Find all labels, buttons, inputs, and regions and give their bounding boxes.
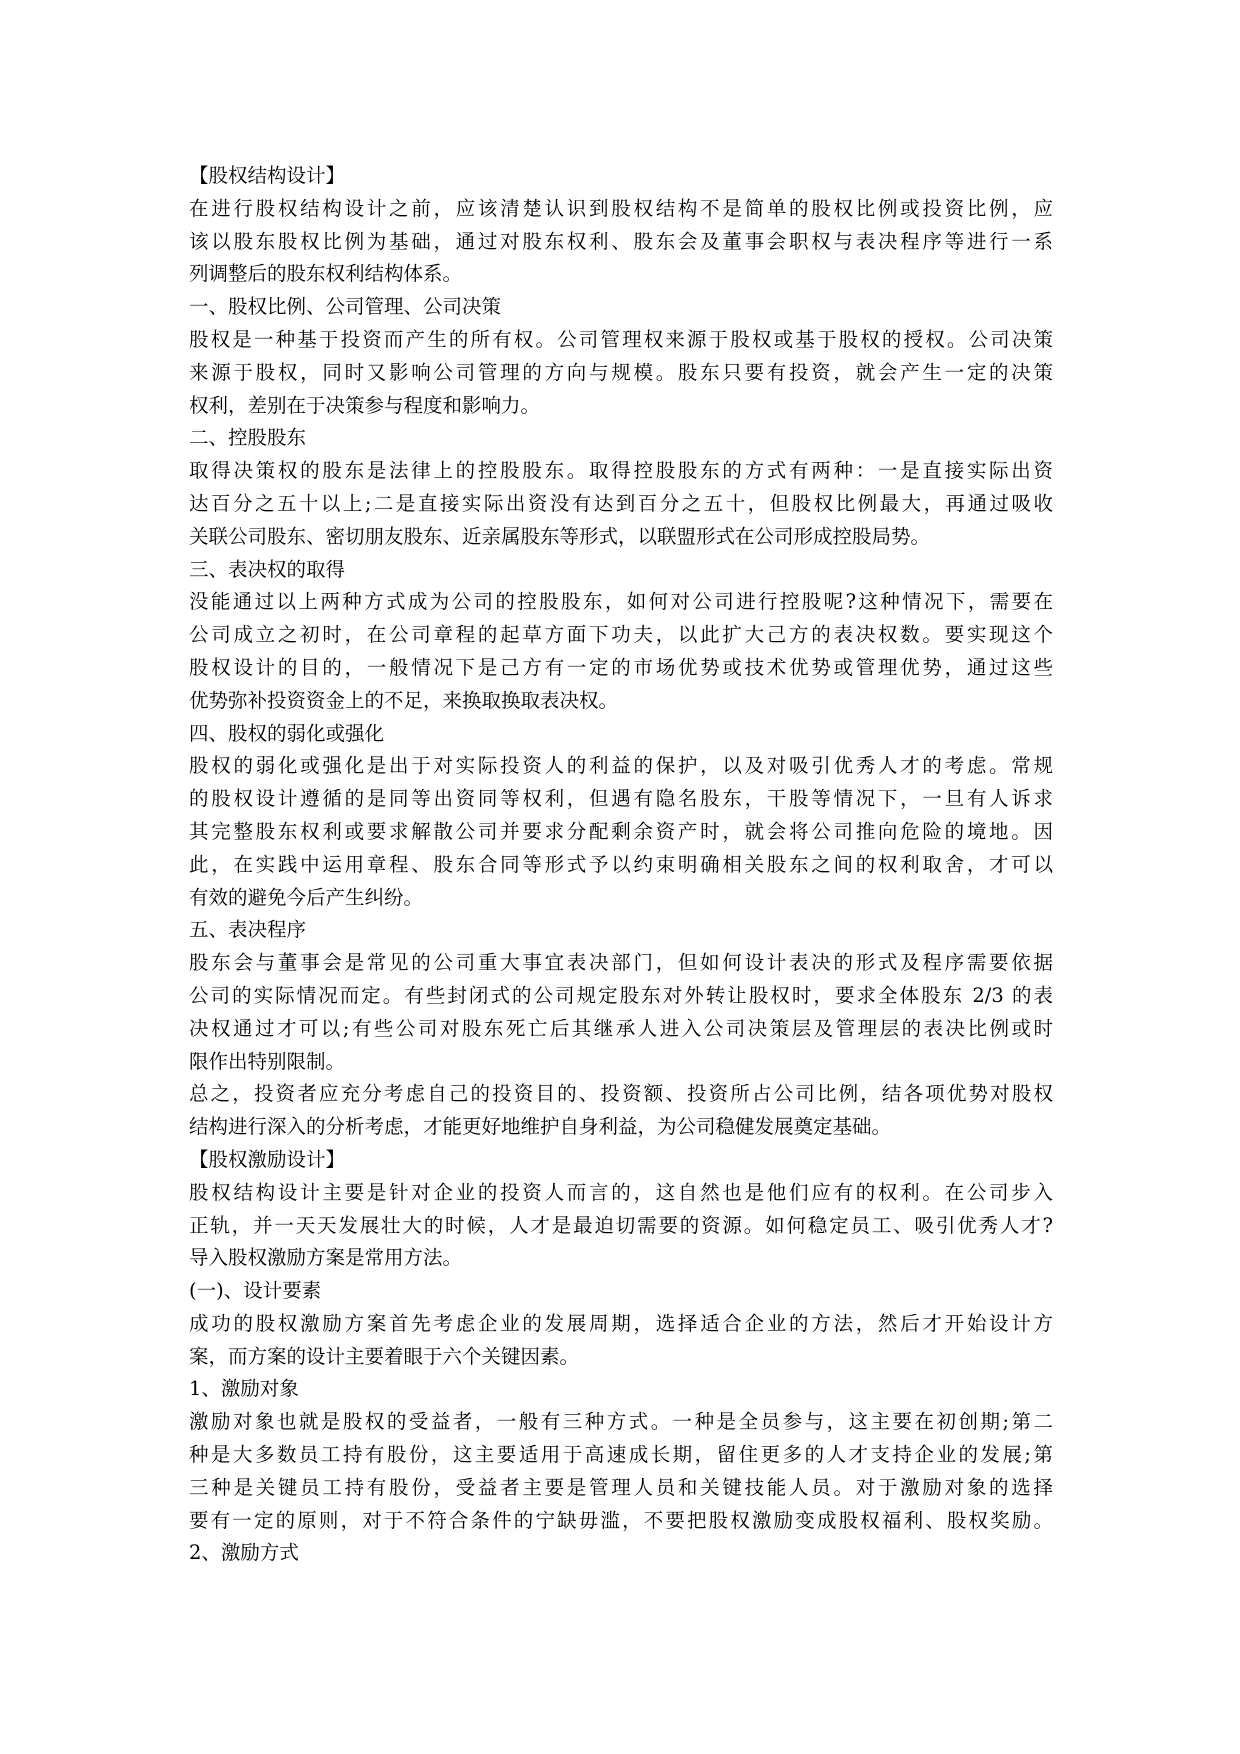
paragraph-line: 没能通过以上两种方式成为公司的控股股东，如何对公司进行控股呢?这种情况下，需要在: [189, 590, 1053, 614]
paragraph-line: 要有一定的原则，对于不符合条件的宁缺毋滥，不要把股权激励变成股权福利、股权奖励。: [189, 1508, 1053, 1532]
paragraph-line: 该以股东股权比例为基础，通过对股东权利、股东会及董事会职权与表决程序等进行一系: [189, 229, 1053, 253]
paragraph-line: 达百分之五十以上;二是直接实际出资没有达到百分之五十，但股权比例最大，再通过吸收: [189, 491, 1053, 515]
paragraph-line: 股权是一种基于投资而产生的所有权。公司管理权来源于股权或基于股权的授权。公司决策: [189, 327, 1053, 351]
paragraph-line: 激励对象也就是股权的受益者，一般有三种方式。一种是全员参与，这主要在初创期;第二: [189, 1410, 1053, 1434]
paragraph-line: 种是大多数员工持有股份，这主要适用于高速成长期，留住更多的人才支持企业的发展;第: [189, 1443, 1053, 1467]
subheading-5: 五、表决程序: [189, 918, 307, 942]
paragraph-line: 公司的实际情况而定。有些封闭式的公司规定股东对外转让股权时，要求全体股东 2/3 的表: [189, 983, 1053, 1007]
paragraph-line: 股权设计的目的，一般情况下是己方有一定的市场优势或技术优势或管理优势，通过这些: [189, 655, 1053, 679]
subheading-3: 三、表决权的取得: [189, 557, 346, 581]
document-body: [189, 160, 1053, 1570]
subheading-incentive-method: 2、激励方式: [189, 1541, 299, 1565]
subheading-2: 二、控股股东: [189, 426, 307, 450]
subheading-1: 一、股权比例、公司管理、公司决策: [189, 295, 502, 319]
section-heading-equity-structure: 【股权结构设计】: [189, 164, 346, 187]
subheading-incentive-target: 1、激励对象: [189, 1377, 299, 1401]
paragraph-line: 此，在实践中运用章程、股东合同等形式予以约束明确相关股东之间的权利取舍，才可以: [189, 852, 1053, 876]
paragraph-line: 股权的弱化或强化是出于对实际投资人的利益的保护，以及对吸引优秀人才的考虑。常规: [189, 754, 1053, 778]
paragraph-line: 公司成立之初时，在公司章程的起草方面下功夫，以此扩大己方的表决权数。要实现这个: [189, 623, 1053, 647]
subheading-4: 四、股权的弱化或强化: [189, 721, 385, 745]
paragraph-line: 的股权设计遵循的是同等出资同等权利，但遇有隐名股东，干股等情况下，一旦有人诉求: [189, 787, 1053, 811]
paragraph-line: 股权结构设计主要是针对企业的投资人而言的，这自然也是他们应有的权利。在公司步入: [189, 1180, 1053, 1204]
paragraph-line: 总之，投资者应充分考虑自己的投资目的、投资额、投资所占公司比例，结各项优势对股权: [189, 1082, 1053, 1106]
paragraph-line: 案，而方案的设计主要着眼于六个关键因素。: [189, 1344, 580, 1368]
subheading-design-elements: (一)、设计要素: [189, 1279, 322, 1303]
paragraph-line: 正轨，并一天天发展壮大的时候，人才是最迫切需要的资源。如何稳定员工、吸引优秀人才?: [189, 1213, 1053, 1237]
paragraph-line: 导入股权激励方案是常用方法。: [189, 1246, 463, 1270]
paragraph-line: 其完整股东权利或要求解散公司并要求分配剩余资产时，就会将公司推向危险的境地。因: [189, 819, 1053, 843]
section-heading-equity-incentive: 【股权激励设计】: [189, 1147, 346, 1171]
paragraph-line: 优势弥补投资资金上的不足，来换取换取表决权。: [189, 688, 619, 712]
paragraph-line: 股东会与董事会是常见的公司重大事宜表决部门，但如何设计表决的形式及程序需要依据: [189, 951, 1053, 975]
paragraph-line: 限作出特别限制。: [189, 1049, 346, 1073]
paragraph-line: 列调整后的股东权利结构体系。: [189, 262, 463, 286]
paragraph-line: 在进行股权结构设计之前，应该清楚认识到股权结构不是简单的股权比例或投资比例，应: [189, 196, 1053, 220]
paragraph-line: 关联公司股东、密切朋友股东、近亲属股东等形式，以联盟形式在公司形成控股局势。: [189, 524, 931, 548]
paragraph-line: 决权通过才可以;有些公司对股东死亡后其继承人进入公司决策层及管理层的表决比例或时: [189, 1016, 1053, 1040]
paragraph-line: 成功的股权激励方案首先考虑企业的发展周期，选择适合企业的方法，然后才开始设计方: [189, 1311, 1053, 1335]
paragraph-line: 来源于股权，同时又影响公司管理的方向与规模。股东只要有投资，就会产生一定的决策: [189, 360, 1053, 384]
paragraph-line: 权利，差别在于决策参与程度和影响力。: [189, 393, 541, 417]
paragraph-line: 结构进行深入的分析考虑，才能更好地维护自身利益，为公司稳健发展奠定基础。: [189, 1115, 892, 1139]
paragraph-line: 取得决策权的股东是法律上的控股股东。取得控股股东的方式有两种：一是直接实际出资: [189, 459, 1053, 483]
paragraph-line: 三种是关键员工持有股份，受益者主要是管理人员和关键技能人员。对于激励对象的选择: [189, 1475, 1053, 1499]
paragraph-line: 有效的避免今后产生纠纷。: [189, 885, 424, 909]
